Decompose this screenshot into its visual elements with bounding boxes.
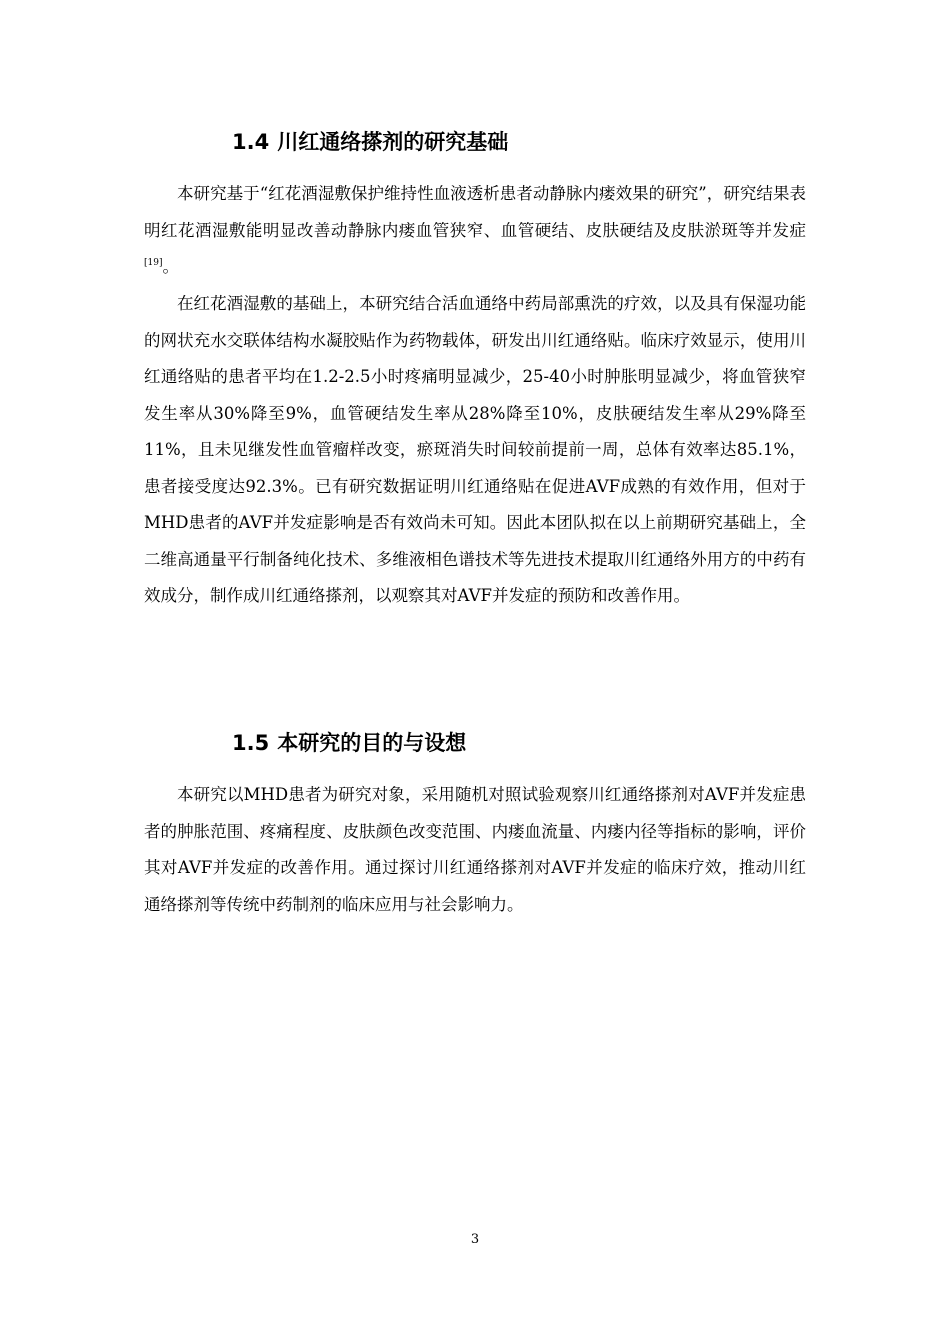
paragraph-chuanhong-patch <box>144 286 806 615</box>
section-title: 川红通络搽剂的研究基础 <box>277 130 509 154</box>
section-title: 本研究的目的与设想 <box>277 731 467 755</box>
paragraph-text: 在红花酒湿敷的基础上，本研究结合活血通络中药局部熏洗的疗效，以及具有保湿功能的网状充水交联体结构水凝胶贴作为药物载体，研发出川红通络贴。临床疗效显示，使用川红通络贴的患者平均在1.2-2.5小时疼痛明显减少，25-40小时肿胀明显减少，将血管狭窄发生率从30%降至9%，血管硬结发生率从28%降至10%，皮肤硬结发生率从29%降至11%，且未见继发性血管瘤样改变，瘀斑消失时间较前提前一周，总体有效率达85.1%，患者接受度达92.3%。已有研究数据证明川红通络贴在促进AVF成熟的有效作用，但对于MHD患者的AVF并发症影响是否有效尚未可知。因此本团队拟在以上前期研究基础上，全二维高通量平行制备纯化技术、多维液相色谱技术等先进技术提取川红通络外用方的中药有效成分，制作成川红通络搽剂，以观察其对AVF并发症的预防和改善作用。 <box>144 294 806 605</box>
section-number: 1.5 <box>232 731 270 755</box>
section-heading-1-5 <box>232 728 466 758</box>
paragraph-research-aim <box>144 777 806 923</box>
page-number: 3 <box>470 1232 480 1247</box>
citation-reference: [19] <box>144 258 163 268</box>
paragraph-text: 本研究基于“红花酒湿敷保护维持性血液透析患者动静脉内瘘效果的研究”，研究结果表明红花酒湿敷能明显改善动静脉内瘘血管狭窄、血管硬结、皮肤硬结及皮肤淤斑等并发症 <box>144 184 806 240</box>
paragraph-research-basis <box>144 176 806 286</box>
section-heading-1-4 <box>232 127 508 157</box>
paragraph-tail: 。 <box>162 257 179 276</box>
section-number: 1.4 <box>232 130 270 154</box>
paragraph-text: 本研究以MHD患者为研究对象，采用随机对照试验观察川红通络搽剂对AVF并发症患者的肿胀范围、疼痛程度、皮肤颜色改变范围、内瘘血流量、内瘘内径等指标的影响，评价其对AVF并发症的改善作用。通过探讨川红通络搽剂对AVF并发症的临床疗效，推动川红通络搽剂等传统中药制剂的临床应用与社会影响力。 <box>144 785 806 914</box>
